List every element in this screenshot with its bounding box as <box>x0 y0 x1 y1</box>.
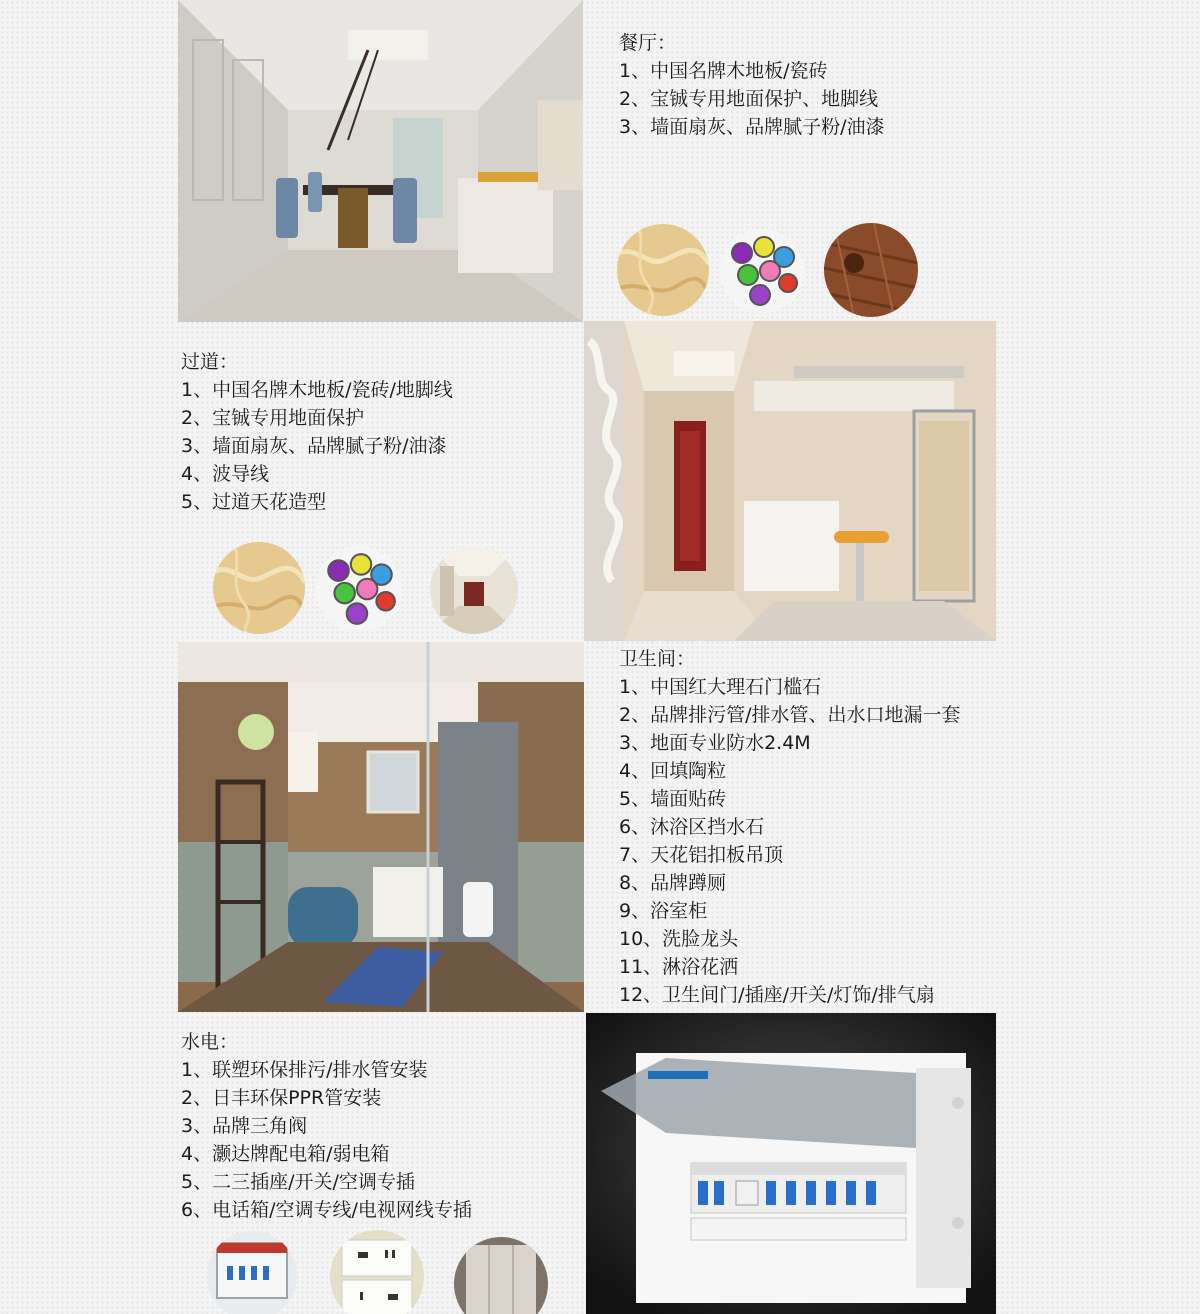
list-item: 4、灏达牌配电箱/弱电箱 <box>181 1143 390 1165</box>
list-item: 10、洗脸龙头 <box>619 928 739 950</box>
list-item: 3、墙面扇灰、品牌腻子粉/油漆 <box>619 116 885 138</box>
paint-cans-swatch <box>316 546 402 632</box>
wall-switch-swatch <box>454 1237 548 1314</box>
list-item: 4、回填陶粒 <box>619 760 727 782</box>
list-item: 1、中国名牌木地板/瓷砖/地脚线 <box>181 379 453 401</box>
dining-room-photo <box>178 0 583 322</box>
list-item: 3、地面专业防水2.4M <box>619 732 811 754</box>
list-item: 5、过道天花造型 <box>181 491 327 513</box>
list-item: 1、中国名牌木地板/瓷砖 <box>619 60 828 82</box>
list-item: 11、淋浴花洒 <box>619 956 739 978</box>
section-heading: 过道： <box>181 351 239 373</box>
corridor-ceiling-swatch <box>430 546 518 634</box>
list-item: 5、墙面贴砖 <box>619 788 727 810</box>
list-item: 2、宝铖专用地面保护、地脚线 <box>619 88 879 110</box>
list-item: 6、电话箱/空调专线/电视网线专插 <box>181 1199 472 1221</box>
list-item: 1、中国红大理石门槛石 <box>619 676 822 698</box>
list-item: 2、日丰环保PPR管安装 <box>181 1087 382 1109</box>
list-item: 2、品牌排污管/排水管、出水口地漏一套 <box>619 704 961 726</box>
section-heading: 餐厅： <box>619 32 677 54</box>
dining-text <box>619 29 885 141</box>
list-item: 12、卫生间门/插座/开关/灯饰/排气扇 <box>619 984 935 1006</box>
hallway-photo <box>584 321 996 641</box>
list-item: 5、二三插座/开关/空调专插 <box>181 1171 415 1193</box>
wall-socket-swatch <box>330 1230 424 1314</box>
list-item: 3、墙面扇灰、品牌腻子粉/油漆 <box>181 435 447 457</box>
marble-tile-swatch <box>213 542 305 634</box>
list-item: 8、品牌蹲厕 <box>619 872 727 894</box>
section-heading: 卫生间： <box>619 648 696 670</box>
list-item: 6、沐浴区挡水石 <box>619 816 765 838</box>
bathroom-photo <box>178 642 584 1012</box>
list-item: 1、联塑环保排污/排水管安装 <box>181 1059 428 1081</box>
list-item: 3、品牌三角阀 <box>181 1115 308 1137</box>
bathroom-text <box>619 645 961 1009</box>
list-item: 9、浴室柜 <box>619 900 708 922</box>
plumbing-electric-text <box>181 1028 472 1224</box>
list-item: 4、波导线 <box>181 463 270 485</box>
marble-tile-swatch <box>617 224 709 316</box>
paint-cans-swatch <box>720 229 804 313</box>
list-item: 2、宝铖专用地面保护 <box>181 407 365 429</box>
hallway-text <box>181 348 453 516</box>
wood-floor-swatch <box>824 223 918 317</box>
distribution-box-photo <box>586 1013 996 1314</box>
breaker-box-swatch <box>207 1231 297 1314</box>
section-heading: 水电： <box>181 1031 239 1053</box>
list-item: 7、天花铝扣板吊顶 <box>619 844 784 866</box>
